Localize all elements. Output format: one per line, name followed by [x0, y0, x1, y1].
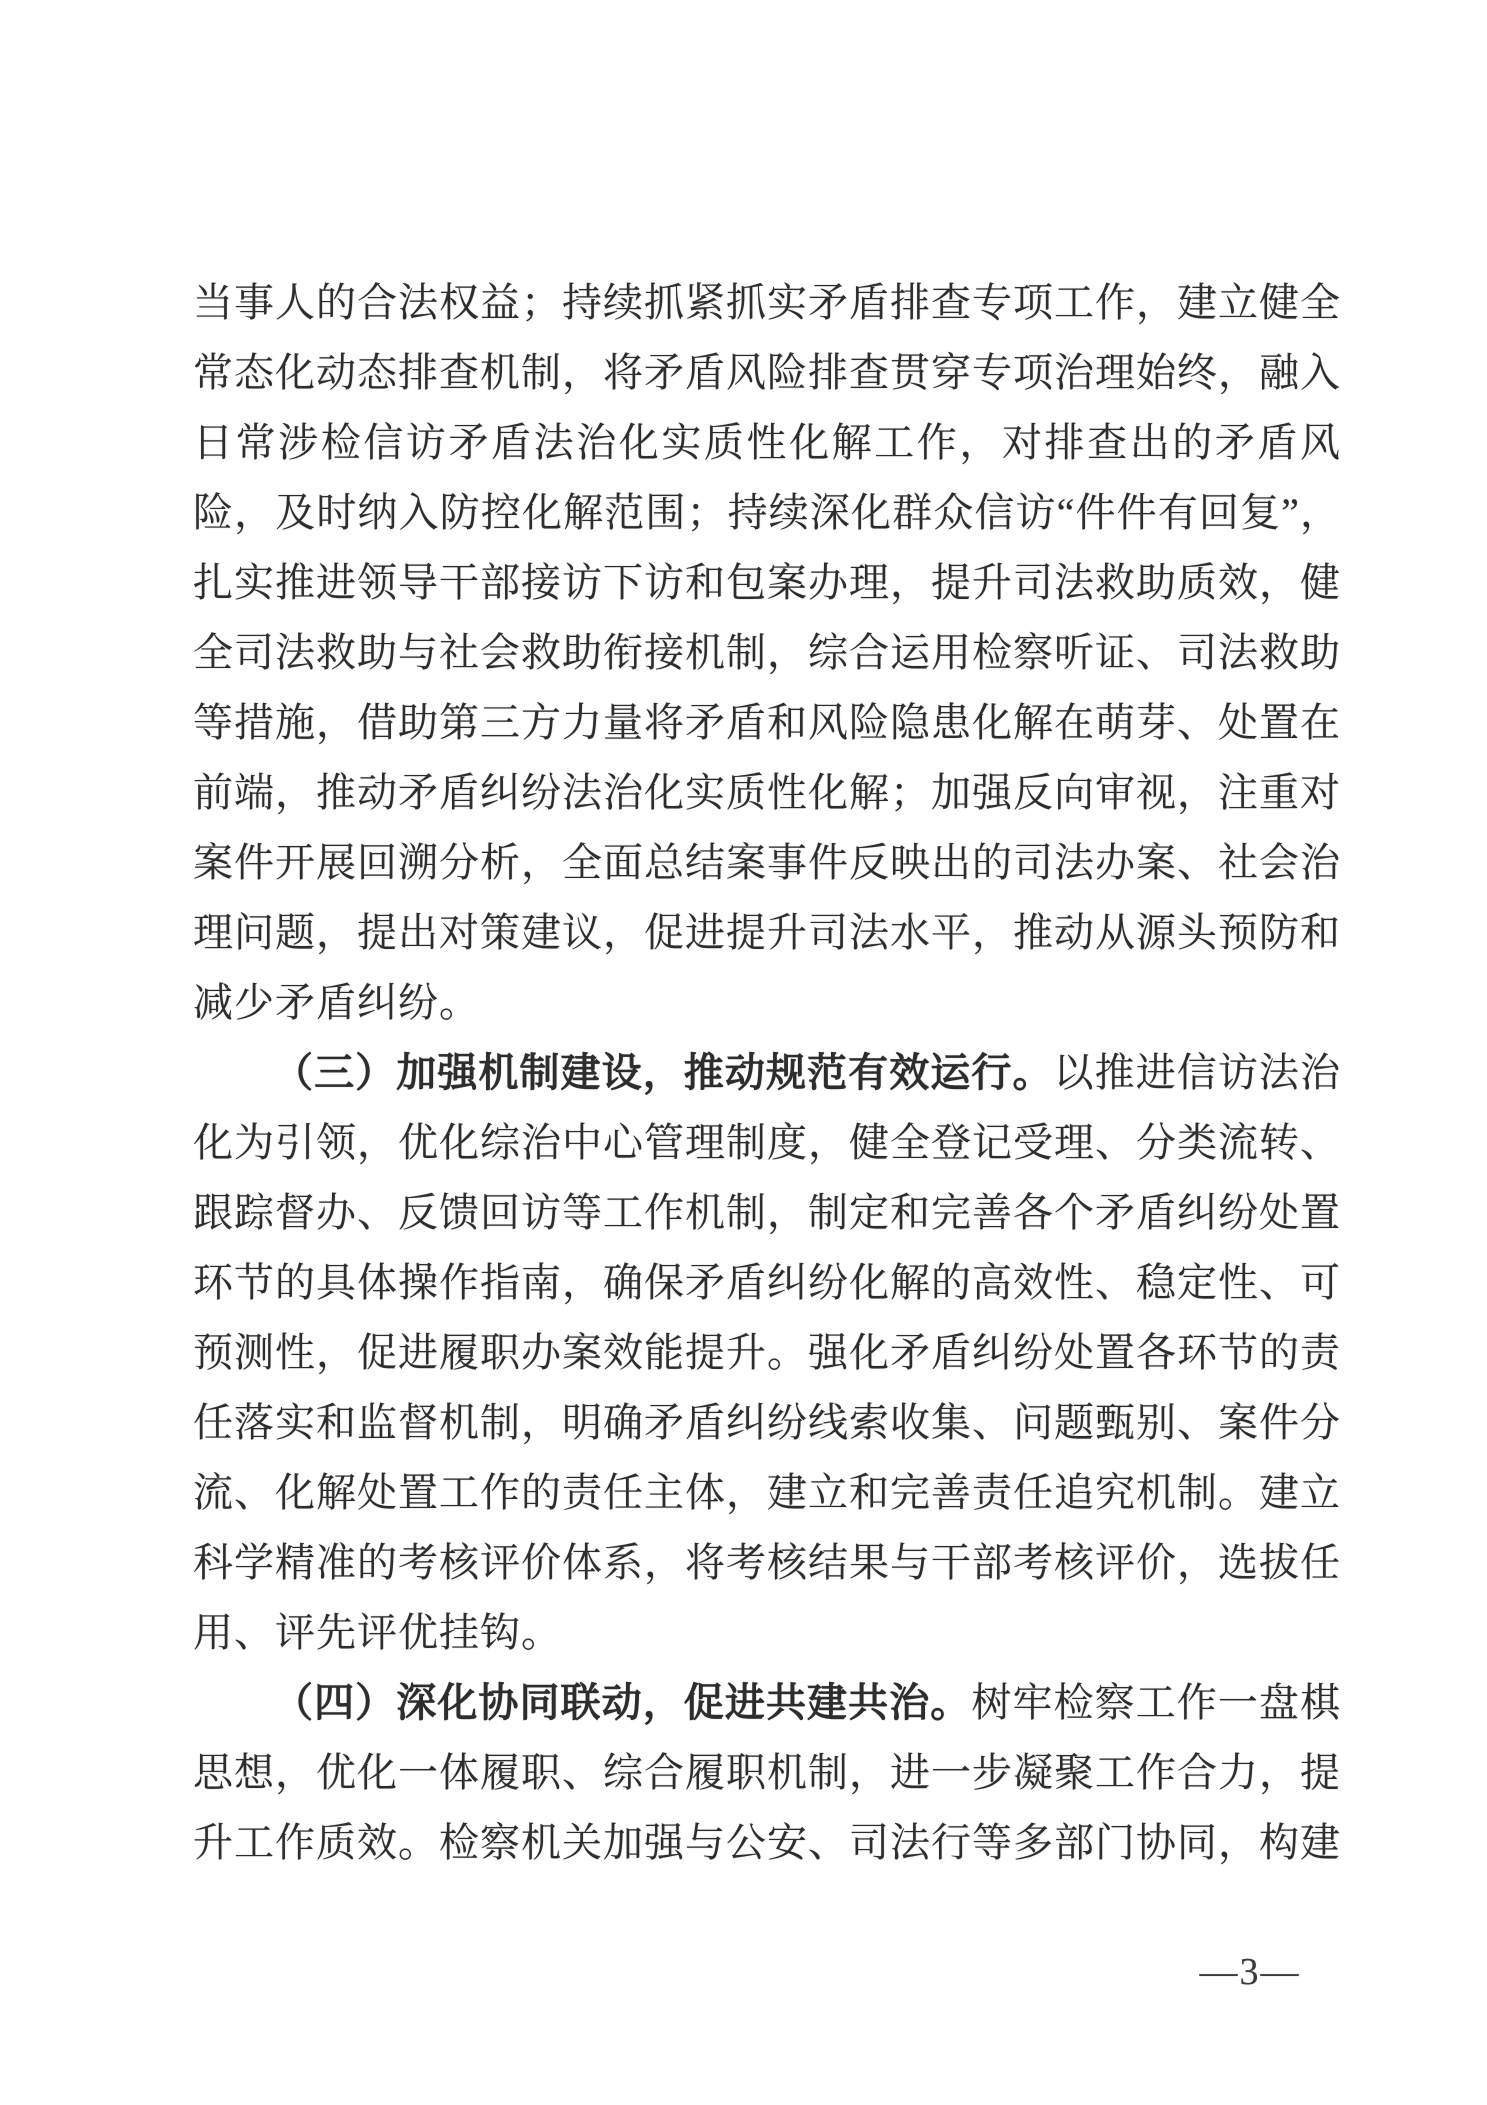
paragraph — [193, 1668, 1341, 1878]
paragraph-lead: （三）加强机制建设，推动规范有效运行。 — [273, 1050, 1054, 1095]
paragraph-text: 树牢检察工作一盘棋思想，优化一体履职、综合履职机制，进一步凝聚工作合力，提升工作质效。检察机关加强与公安、司法行等多部门协同，构建 — [193, 1680, 1341, 1865]
paragraph — [193, 268, 1341, 1038]
paragraph-text: 当事人的合法权益；持续抓紧抓实矛盾排查专项工作，建立健全常态化动态排查机制，将矛盾风险排查贯穿专项治理始终，融入日常涉检信访矛盾法治化实质性化解工作，对排查出的矛盾风险，及时纳入防控化解范围；持续深化群众信访“件件有回复”，扎实推进领导干部接访下访和包案办理，提升司法救助质效，健全司法救助与社会救助衔接机制，综合运用检察听证、司法救助等措施，借助第三方力量将矛盾和风险隐患化解在萌芽、处置在前端，推动矛盾纠纷法治化实质性化解；加强反向审视，注重对案件开展回溯分析，全面总结案事件反映出的司法办案、社会治理问题，提出对策建议，促进提升司法水平，推动从源头预防和减少矛盾纠纷。 — [193, 280, 1341, 1025]
paragraph — [193, 1038, 1341, 1668]
paragraph-lead: （四）深化协同联动，促进共建共治。 — [273, 1680, 972, 1725]
paragraph-text: 以推进信访法治化为引领，优化综治中心管理制度，健全登记受理、分类流转、跟踪督办、反馈回访等工作机制，制定和完善各个矛盾纠纷处置环节的具体操作指南，确保矛盾纠纷化解的高效性、稳定性、可预测性，促进履职办案效能提升。强化矛盾纠纷处置各环节的责任落实和监督机制，明确矛盾纠纷线索收集、问题甄别、案件分流、化解处置工作的责任主体，建立和完善责任追究机制。建立科学精准的考核评价体系，将考核结果与干部考核评价，选拔任用、评先评优挂钩。 — [193, 1050, 1342, 1655]
page-number: —3— — [1199, 1951, 1301, 1993]
body-text — [193, 268, 1341, 1878]
